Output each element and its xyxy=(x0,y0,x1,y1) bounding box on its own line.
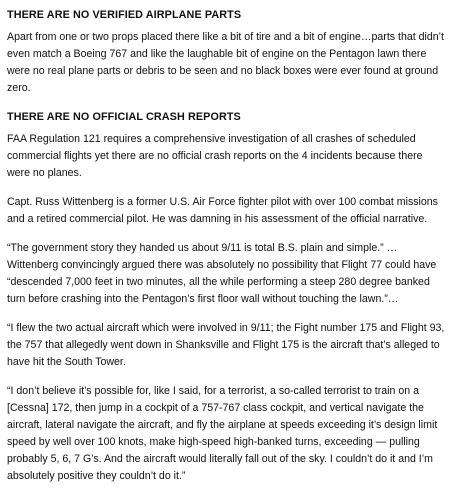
section-no-crash-reports xyxy=(7,109,448,485)
section-heading: THERE ARE NO OFFICIAL CRASH REPORTS xyxy=(7,111,241,123)
paragraph: Apart from one or two props placed there like a bit of tire and a bit of engine…parts that didn’t even match a Boeing 767 and like the laughable bit of engine on the Pentagon lawn there were no real plane parts or debris to be seen and no black boxes were ever found at ground zero. xyxy=(7,31,444,94)
section-no-verified-parts xyxy=(7,7,448,97)
quote-paragraph: “The government story they handed us about 9/11 is total B.S. plain and simple.” … Wittenberg convincingly argued there was absolutely no possibility that Flight 77 could have “descended 7,000 feet in two minutes, all the while performing a steep 280 degree banked turn before crashing into the Pentagon’s first floor wall without touching the lawn.”… xyxy=(7,242,437,305)
paragraph: Capt. Russ Wittenberg is a former U.S. Air Force fighter pilot with over 100 combat missions and a retired commercial pilot. He was damning in his assessment of the official narrative. xyxy=(7,196,438,225)
paragraph: FAA Regulation 121 requires a comprehensive investigation of all crashes of scheduled commercial flights yet there are no official crash reports on the 4 incidents because there were no planes. xyxy=(7,133,423,179)
quote-paragraph: “I flew the two actual aircraft which were involved in 9/11; the Fight number 175 and Flight 93, the 757 that allegedly went down in Shanksville and Flight 175 is the aircraft that’s alleged to have hit the South Tower. xyxy=(7,322,445,368)
quote-paragraph: “I don’t believe it’s possible for, like I said, for a terrorist, a so-called terrorist to train on a [Cessna] 172, then jump in a cockpit of a 757-767 class cockpit, and vertical navigate the aircraft, lateral navigate the aircraft, and fly the airplane at speeds exceeding it’s design limit speed by well over 100 knots, make high-speed high-banked turns, exceeding — pulling probably 5, 6, 7 G’s. And the aircraft would literally fall out of the sky. I couldn’t do it and I’m absolutely positive they couldn’t do it.” xyxy=(7,385,438,482)
section-heading: THERE ARE NO VERIFIED AIRPLANE PARTS xyxy=(7,9,242,21)
